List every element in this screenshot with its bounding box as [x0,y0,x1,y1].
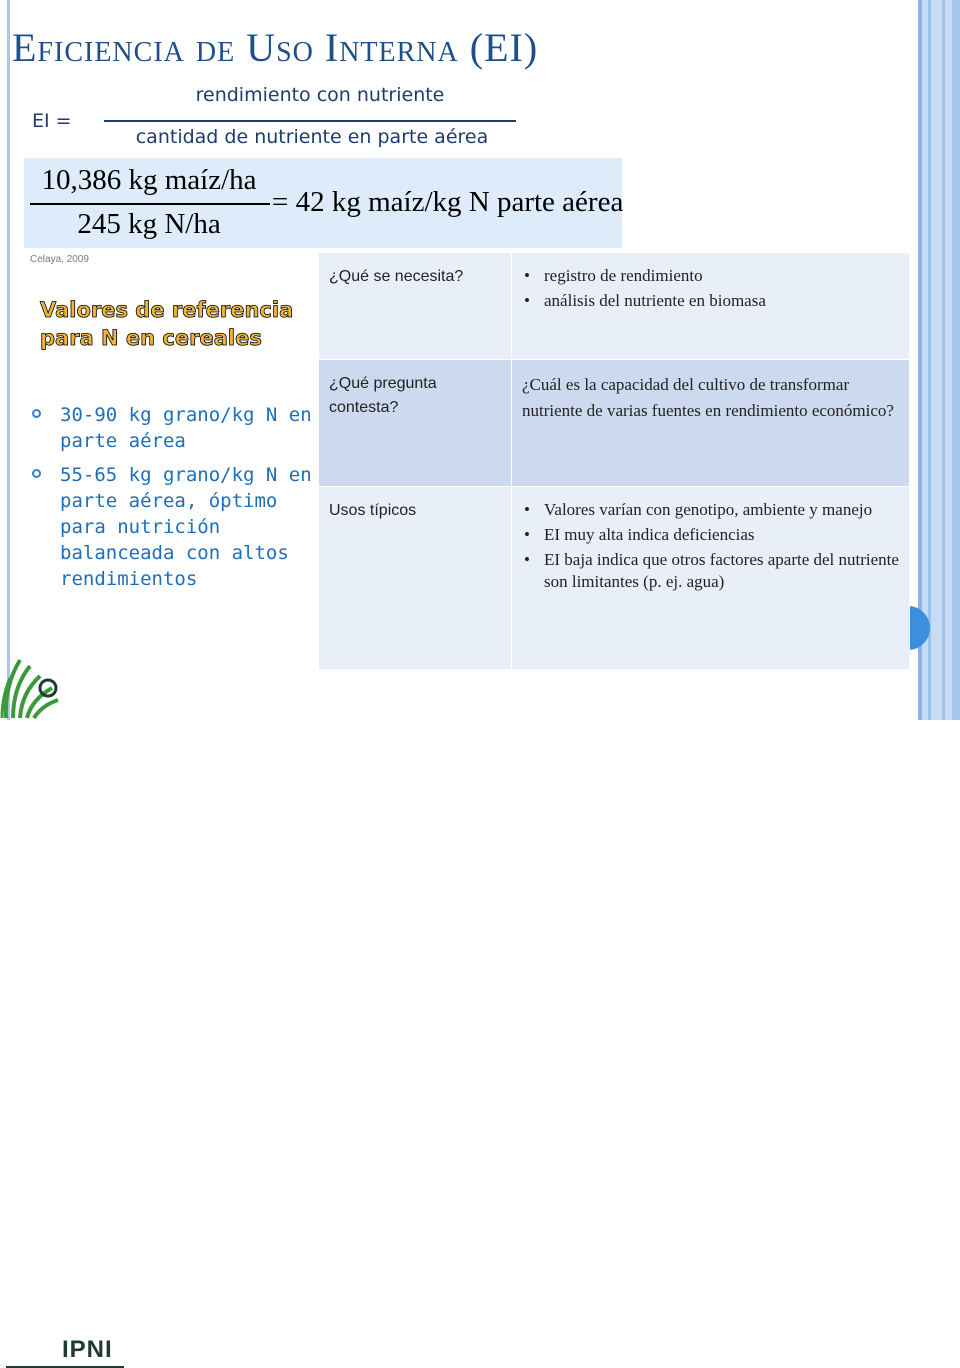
list-item: • análisis del nutriente en biomasa [522,290,899,312]
row-content [512,360,910,487]
list-item: • EI baja indica que otros factores aparte del nutriente son limitantes (p. ej. agua) [522,549,899,593]
fraction-bar [104,120,516,122]
info-table [318,252,910,670]
citation: Celaya, 2009 [30,254,89,265]
stripe [942,0,945,720]
formula-lhs: EI = [32,110,72,132]
ipni-logo [0,648,150,1363]
bullet-list [522,265,899,312]
right-decorative-stripes [918,0,960,720]
stripe [952,0,960,720]
row-label: ¿Qué pregunta contesta? [319,360,512,487]
formula-denominator: cantidad de nutriente en parte aérea [135,126,489,148]
list-item [32,402,318,454]
reference-values-list [32,402,318,600]
formula-numerator: rendimiento con nutriente [195,84,445,106]
example-calculation [24,158,622,248]
ipni-logo-text: IPNI [62,1336,113,1363]
ei-formula [28,84,528,156]
bullet-icon [32,469,41,478]
row-answer: ¿Cuál es la capacidad del cultivo de transformar nutriente de varias fuentes en rendimiento económico? [522,375,894,420]
ipni-plant-icon [0,648,64,720]
bullet-icon [32,409,41,418]
calc-fraction-bar [30,203,270,205]
calc-result: = 42 kg maíz/kg N parte aérea [272,186,624,218]
stripe [928,0,931,720]
list-item: • EI muy alta indica deficiencias [522,524,899,546]
bullet-list [522,499,899,593]
row-content [512,253,910,360]
list-item [32,462,318,592]
list-item: • Valores varían con genotipo, ambiente y manejo [522,499,899,521]
list-item: • registro de rendimiento [522,265,899,287]
reference-values-heading: Valores de referencia para N en cereales [40,298,294,350]
calc-numerator: 10,386 kg maíz/ha [41,164,257,196]
list-item-text: 30-90 kg grano/kg N en parte aérea [60,404,312,452]
table-row [319,253,910,360]
slide-title: Eficiencia de Uso Interna (EI) [12,25,539,70]
calc-denominator: 245 kg N/ha [77,208,221,240]
row-content [512,487,910,670]
table-row [319,360,910,487]
left-border-rule [7,0,10,720]
row-label: Usos típicos [319,487,512,670]
list-item-text: 55-65 kg grano/kg N en parte aérea, óptimo para nutrición balanceada con altos rendimientos [60,464,312,590]
row-label: ¿Qué se necesita? [319,253,512,360]
table-row [319,487,910,670]
